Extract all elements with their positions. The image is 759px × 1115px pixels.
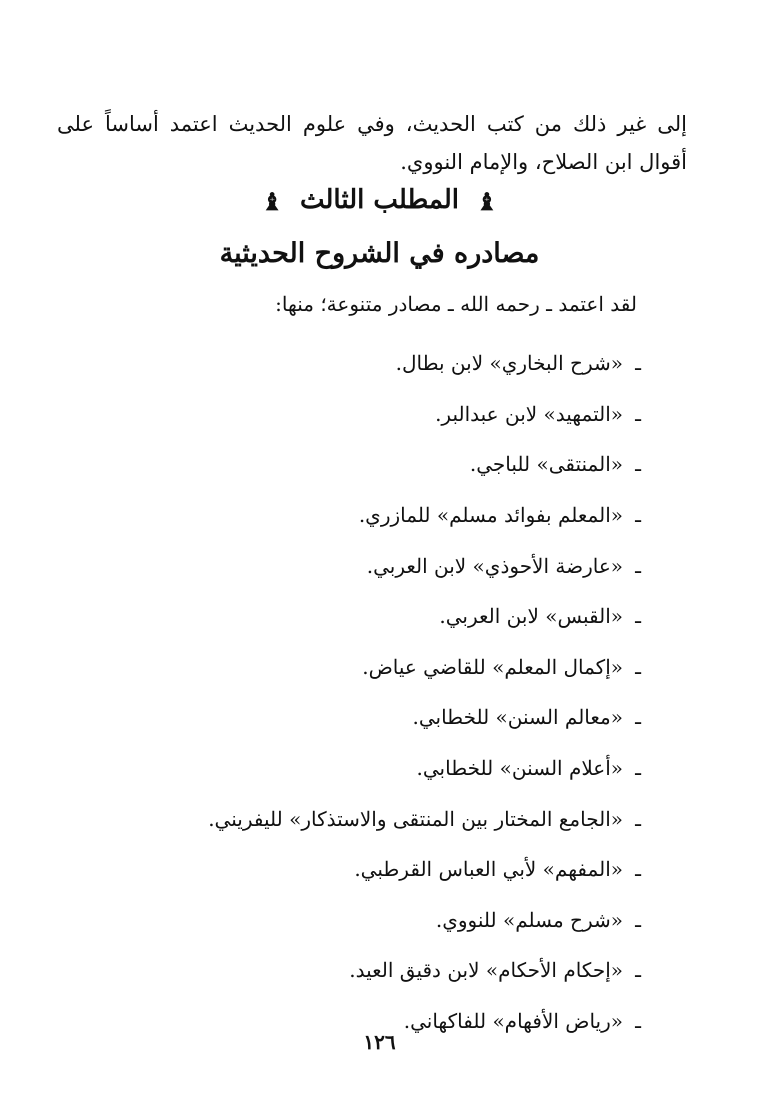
- list-item: [208, 692, 641, 743]
- list-item-text: «إكمال المعلم» للقاضي عياض.: [362, 654, 623, 679]
- list-dash: ـ: [635, 503, 641, 528]
- list-dash: ـ: [635, 604, 641, 629]
- list-item-text: «المعلم بفوائد مسلم» للمازري.: [358, 503, 623, 528]
- list-dash: ـ: [635, 756, 641, 781]
- list-dash: ـ: [635, 958, 641, 983]
- section-title: [0, 185, 759, 216]
- list-dash: ـ: [635, 806, 641, 831]
- list-dash: ـ: [635, 705, 641, 730]
- list-item-text: «القبس» لابن العربي.: [439, 604, 623, 629]
- list-item-text: «التمهيد» لابن عبدالبر.: [435, 401, 623, 426]
- list-item: [208, 540, 641, 591]
- list-item: [208, 844, 641, 895]
- list-item-text: «رياض الأفهام» للفاكهاني.: [403, 1009, 623, 1034]
- list-item: [208, 338, 641, 389]
- list-item: [208, 591, 641, 642]
- ornament-right-icon: ♝: [476, 186, 498, 216]
- list-item-text: «المنتقى» للباجي.: [469, 452, 623, 477]
- list-dash: ـ: [635, 452, 641, 477]
- section-title-text: المطلب الثالث: [299, 185, 460, 215]
- list-dash: ـ: [635, 1009, 641, 1034]
- list-dash: ـ: [635, 654, 641, 679]
- list-item-text: «المفهم» لأبي العباس القرطبي.: [354, 857, 623, 882]
- list-item: [208, 895, 641, 946]
- list-dash: ـ: [635, 907, 641, 932]
- list-item: [208, 793, 641, 844]
- list-dash: ـ: [635, 351, 641, 376]
- list-item: [208, 389, 641, 440]
- list-dash: ـ: [635, 401, 641, 426]
- list-item-text: «عارضة الأحوذي» لابن العربي.: [366, 553, 623, 578]
- list-item-text: «أعلام السنن» للخطابي.: [416, 756, 623, 781]
- list-item: [208, 945, 641, 996]
- list-item: [208, 642, 641, 693]
- chapter-heading: مصادره في الشروح الحديثية: [219, 238, 540, 269]
- list-item-text: «إحكام الأحكام» لابن دقيق العيد.: [349, 958, 623, 983]
- list-item-text: «الجامع المختار بين المنتقى والاستذكار» لليفريني.: [208, 806, 623, 831]
- sources-list: [208, 338, 641, 1046]
- ornament-left-icon: ♝: [261, 186, 283, 216]
- list-item-text: «شرح مسلم» للنووي.: [435, 907, 623, 932]
- list-item: [208, 439, 641, 490]
- list-item-text: «شرح البخاري» لابن بطال.: [395, 351, 623, 376]
- intro-paragraph: إلى غير ذلك من كتب الحديث، وفي علوم الحديث اعتمد أساساً على أقوال ابن الصلاح، والإمام النووي.: [57, 112, 687, 174]
- list-item-text: «معالم السنن» للخطابي.: [412, 705, 623, 730]
- list-item: [208, 490, 641, 541]
- lead-sentence: لقد اعتمد ـ رحمه الله ـ مصادر متنوعة؛ منها:: [275, 292, 637, 316]
- list-item: [208, 743, 641, 794]
- page-number: ١٢٦: [363, 1030, 396, 1054]
- list-dash: ـ: [635, 553, 641, 578]
- list-dash: ـ: [635, 857, 641, 882]
